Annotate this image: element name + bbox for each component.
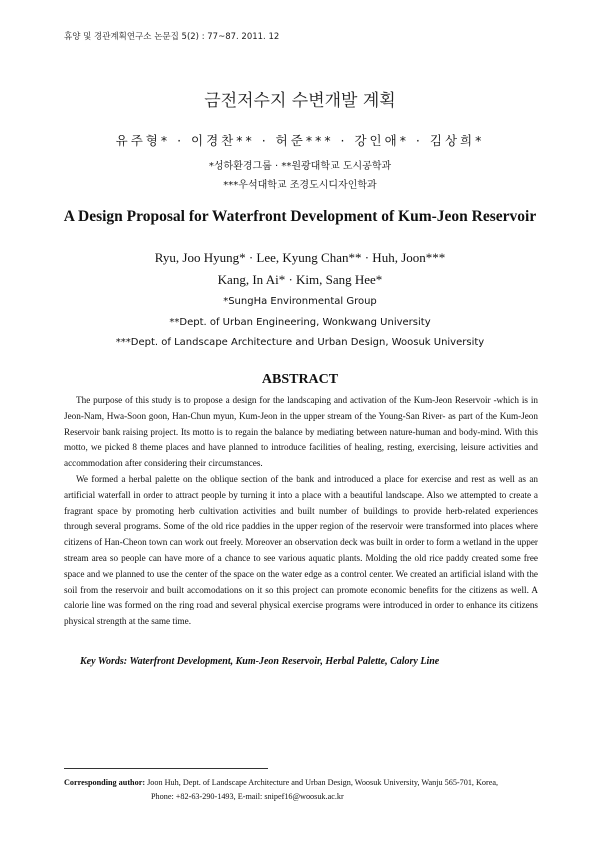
english-title: A Design Proposal for Waterfront Development of Kum-Jeon Reservoir [63,208,537,225]
corresponding-author-line-2: Phone: +82-63-290-1493, E-mail: snipef16@woosuk.ac.kr [151,792,344,801]
english-authors-2: Kang, In Ai* · Kim, Sang Hee* [217,272,383,287]
english-affiliation-1: *SungHa Environmental Group [223,296,377,307]
corresponding-author-footnote [64,776,498,804]
korean-affiliation-1: *성하환경그룹 · **원광대학교 도시공학과 [208,161,392,172]
abstract-paragraph-2: We formed a herbal palette on the oblique section of the bank and introduced a place for exercise and rest as well as an artificial waterfall in order to attract people by turning it into a place with a beautiful landscape. Also we attempted to create a fragrant space by promoting herb cultivation activities and built number of buildings to provide herb-related experiences through several programs. Some of the old rice paddies in the upper region of the reservoir were transformed into places where citizens of Han-Cheon town can work out freely. Moreover an observation deck was built in order to form a wetland in the upper stream area so people can have more of a chance to see various aquatic plants. Molding the old rice paddy created some free space and we planned to use the center of the space on the water edge as a control center. We created an artificial island with the soil from the reservoir and built accomodations on it so this project can promote economic benefits for the citizens as well. A calorie line was formed on the ring road and several physical exercise programs were introduced in order to enhance its citizens physical strength at the same time. [64,473,538,627]
abstract-heading: ABSTRACT [261,372,339,387]
journal-header: 휴양 및 경관계획연구소 논문집 5(2) : 77~87. 2011. 12 [64,32,280,42]
english-affiliation-3: ***Dept. of Landscape Architecture and Urban Design, Woosuk University [115,337,485,348]
english-affiliation-2: **Dept. of Urban Engineering, Wonkwang University [169,317,431,328]
keywords: Key Words: Waterfront Development, Kum-Jeon Reservoir, Herbal Palette, Calory Line [80,656,440,667]
korean-affiliation-2: ***우석대학교 조경도시디자인학과 [223,180,377,191]
abstract-paragraph-1: The purpose of this study is to propose a design for the landscaping and activation of the Kum-Jeon Reservoir -which is in Jeon-Nam, Hwa-Soon goon, Han-Chun myun, Kum-Jeon in the upper stream of the Young-San River- as part of the Kum-Jeon Reservoir bank raising project. Its motto is to regain the balance by mediating between nature-human and body-mind. With this motto, we picked 8 theme places and have planned to introduce facilities of healing, resting, exercising, leisure activities and accommodation after considering their circumstances. [64,395,538,469]
footnote-divider [64,768,268,769]
abstract-body [64,393,538,630]
english-authors-1: Ryu, Joo Hyung* · Lee, Kyung Chan** · Huh, Joon*** [154,250,446,265]
korean-authors: 유주형* · 이경찬** · 허준*** · 강인애* · 김상희* [115,133,485,148]
corresponding-author-line-1: Joon Huh, Dept. of Landscape Architecture and Urban Design, Woosuk University, Wanju 565-701, Korea, [147,778,499,787]
corresponding-author-label: Corresponding author: [64,778,146,787]
korean-title: 금전저수지 수변개발 계획 [204,91,396,111]
